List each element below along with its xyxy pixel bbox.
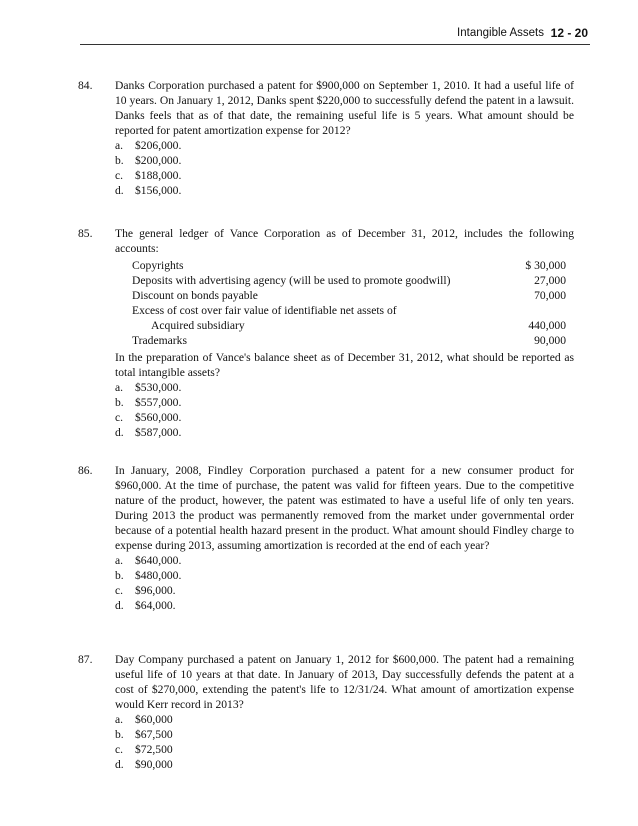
answer-option: [115, 598, 574, 613]
ledger-row: [132, 303, 566, 318]
ledger-row: [132, 258, 566, 273]
page-header: [0, 24, 638, 46]
question-87: [78, 652, 574, 772]
question-number: 87.: [78, 653, 93, 666]
option-text: $206,000.: [135, 139, 182, 152]
option-text: $90,000: [135, 758, 173, 771]
option-text: $587,000.: [135, 426, 182, 439]
option-text: $96,000.: [135, 584, 176, 597]
option-text: $560,000.: [135, 411, 182, 424]
option-letter: d.: [115, 184, 124, 197]
question-text: The general ledger of Vance Corporation as of December 31, 2012, includes the following accounts:: [115, 227, 574, 255]
ledger-row: [132, 273, 566, 288]
answer-option: [115, 742, 574, 757]
ledger-label: Copyrights: [132, 259, 184, 272]
answer-option: [115, 138, 574, 153]
ledger-amount: $ 30,000: [525, 259, 566, 272]
question-86: [78, 463, 574, 613]
option-letter: d.: [115, 758, 124, 771]
question-number: 84.: [78, 79, 93, 92]
ledger-label: Discount on bonds payable: [132, 289, 258, 302]
ledger-label: Trademarks: [132, 334, 187, 347]
option-letter: a.: [115, 554, 124, 567]
header-rule: [80, 44, 590, 45]
option-text: $64,000.: [135, 599, 176, 612]
option-text: $557,000.: [135, 396, 182, 409]
answer-option: [115, 425, 574, 440]
option-text: $640,000.: [135, 554, 182, 567]
answer-option: [115, 727, 574, 742]
question-85: [78, 226, 574, 440]
option-text: $480,000.: [135, 569, 182, 582]
option-letter: b.: [115, 569, 124, 582]
option-text: $188,000.: [135, 169, 182, 182]
page-number: 12 - 20: [550, 26, 588, 40]
ledger-row: [132, 318, 566, 333]
ledger-label: Acquired subsidiary: [151, 319, 245, 332]
question-text: In January, 2008, Findley Corporation purchased a patent for a new consumer product for $960,000. At the time of purchase, the patent was valid for fifteen years. Due to the competitive nature of the product, however, the patent was estimated to have a useful life of only ten years. During 2013 the product was permanently removed from the market under governmental order because of a potential health hazard present in the product. What amount should Findley charge to expense during 2013, assuming amortization is recorded at the end of each year?: [115, 464, 574, 552]
question-text: Danks Corporation purchased a patent for $900,000 on September 1, 2010. It had a useful life of 10 years. On January 1, 2012, Danks spent $220,000 to successfully defend the patent in a lawsuit. Danks feels that as of that date, the remaining useful life is 5 years. What amount should be reported for patent amortization expense for 2012?: [115, 79, 574, 137]
question-number: 85.: [78, 227, 93, 240]
ledger-label: Excess of cost over fair value of identifiable net assets of: [132, 304, 397, 317]
answer-option: [115, 568, 574, 583]
ledger-label: Deposits with advertising agency (will be used to promote goodwill): [132, 274, 451, 287]
answer-option: [115, 395, 574, 410]
answer-option: [115, 712, 574, 727]
answer-option: [115, 410, 574, 425]
option-text: $156,000.: [135, 184, 182, 197]
answer-option: [115, 380, 574, 395]
option-text: $60,000: [135, 713, 173, 726]
ledger-amount: 70,000: [534, 289, 566, 302]
option-letter: c.: [115, 169, 124, 182]
chapter-title: Intangible Assets: [457, 27, 544, 39]
option-letter: b.: [115, 728, 124, 741]
option-letter: b.: [115, 154, 124, 167]
ledger-amount: 27,000: [534, 274, 566, 287]
ledger-table: [132, 258, 566, 348]
answer-option: [115, 757, 574, 772]
option-letter: d.: [115, 599, 124, 612]
option-letter: b.: [115, 396, 124, 409]
option-letter: d.: [115, 426, 124, 439]
answer-option: [115, 553, 574, 568]
option-letter: a.: [115, 713, 124, 726]
answer-option: [115, 583, 574, 598]
option-letter: a.: [115, 139, 124, 152]
option-text: $200,000.: [135, 154, 182, 167]
answer-option: [115, 168, 574, 183]
question-number: 86.: [78, 464, 93, 477]
ledger-row: [132, 333, 566, 348]
option-text: $530,000.: [135, 381, 182, 394]
option-text: $72,500: [135, 743, 173, 756]
option-letter: a.: [115, 381, 124, 394]
option-letter: c.: [115, 743, 124, 756]
question-84: [78, 78, 574, 198]
option-text: $67,500: [135, 728, 173, 741]
option-letter: c.: [115, 584, 124, 597]
answer-option: [115, 153, 574, 168]
option-letter: c.: [115, 411, 124, 424]
ledger-amount: 440,000: [528, 319, 566, 332]
question-text: Day Company purchased a patent on January 1, 2012 for $600,000. The patent had a remaining useful life of 10 years at that date. In January of 2013, Day successfully defends the patent at a cost of $270,000, extending the patent's life to 12/31/24. What amount of amortization expense would Kerr record in 2013?: [115, 653, 574, 711]
ledger-row: [132, 288, 566, 303]
question-text-continued: In the preparation of Vance's balance sheet as of December 31, 2012, what should be reported as total intangible assets?: [115, 351, 574, 379]
ledger-amount: 90,000: [534, 334, 566, 347]
answer-option: [115, 183, 574, 198]
